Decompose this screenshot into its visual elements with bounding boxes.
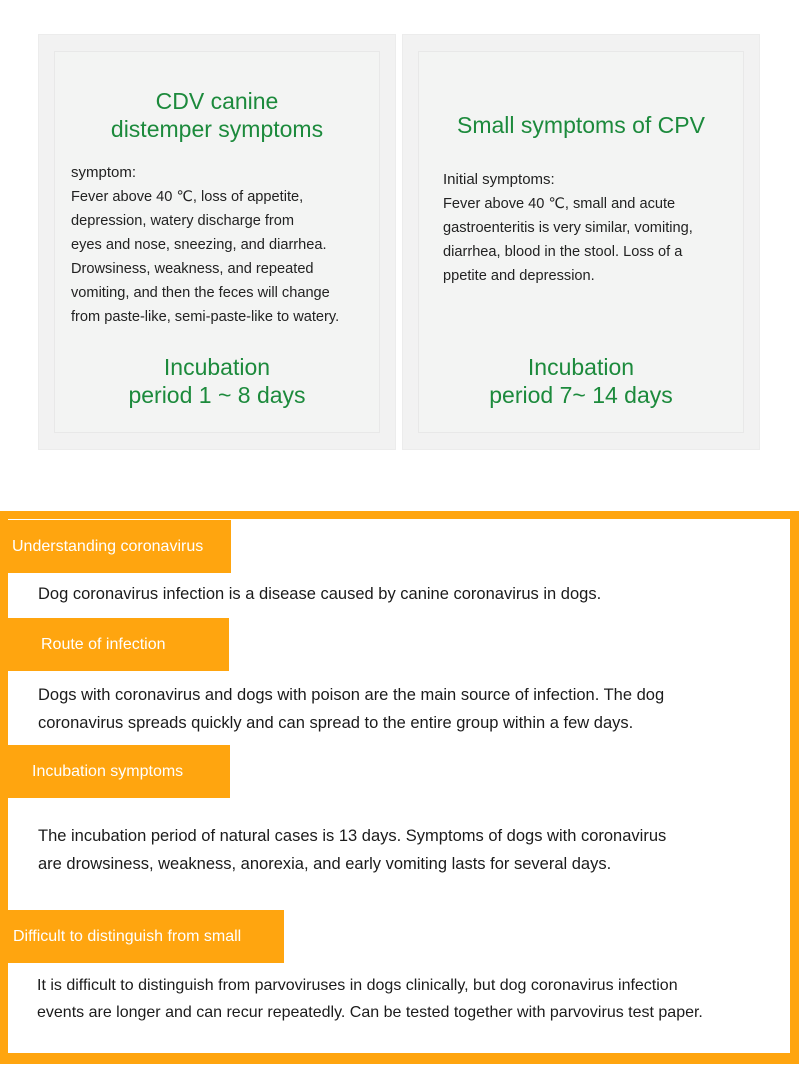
cdv-title — [55, 87, 379, 143]
cpv-incubation-line2: period 7~ 14 days — [489, 382, 673, 408]
cdv-title-line2: distemper symptoms — [110, 116, 324, 142]
cpv-card — [402, 34, 760, 450]
cpv-symptom-heading: Initial symptoms: — [443, 171, 555, 188]
section-text-route — [38, 681, 777, 737]
cdv-line: Fever above 40 ℃, loss of appetite, — [71, 189, 304, 205]
cpv-incubation — [419, 353, 743, 409]
section-tag-route: Route of infection — [0, 618, 229, 671]
section-line: are drowsiness, weakness, anorexia, and early vomiting lasts for several days. — [38, 855, 612, 873]
section-line: Dogs with coronavirus and dogs with poison are the main source of infection. The dog — [38, 686, 665, 704]
cdv-line: depression, watery discharge from — [71, 213, 295, 229]
section-line: coronavirus spreads quickly and can spread to the entire group within a few days. — [38, 714, 634, 732]
cdv-symptom-heading: symptom: — [71, 164, 137, 181]
section-text-incubation — [38, 822, 777, 878]
cpv-incubation-line1: Incubation — [527, 354, 635, 380]
cdv-symptom-text — [71, 185, 369, 329]
section-line: It is difficult to distinguish from parvoviruses in dogs clinically, but dog coronavirus infection — [37, 977, 678, 994]
cdv-line: vomiting, and then the feces will change — [71, 285, 330, 301]
cpv-line: diarrhea, blood in the stool. Loss of a — [443, 244, 683, 260]
section-text-distinguish — [37, 972, 777, 1026]
cdv-line: from paste-like, semi-paste-like to watery. — [71, 309, 340, 325]
cdv-incubation-line2: period 1 ~ 8 days — [128, 382, 306, 408]
cdv-line: Drowsiness, weakness, and repeated — [71, 261, 314, 277]
cdv-incubation — [55, 353, 379, 409]
section-tag-incubation: Incubation symptoms — [0, 745, 230, 798]
cpv-line: gastroenteritis is very similar, vomiting, — [443, 220, 693, 236]
cdv-card — [38, 34, 396, 450]
cpv-symptom-text — [443, 192, 733, 288]
cpv-line: Fever above 40 ℃, small and acute — [443, 196, 676, 212]
coronavirus-info-panel — [0, 511, 799, 1064]
cdv-title-line1: CDV canine — [155, 88, 279, 114]
cdv-line: eyes and nose, sneezing, and diarrhea. — [71, 237, 327, 253]
section-line: The incubation period of natural cases is 13 days. Symptoms of dogs with coronavirus — [38, 827, 667, 845]
section-line: events are longer and can recur repeatedly. Can be tested together with parvovirus test paper. — [37, 1004, 703, 1021]
cdv-card-inner — [54, 51, 380, 433]
section-text-understanding — [38, 580, 777, 608]
cdv-incubation-line1: Incubation — [163, 354, 271, 380]
section-tag-distinguish: Difficult to distinguish from small — [0, 910, 284, 963]
cpv-card-inner — [418, 51, 744, 433]
section-line: Dog coronavirus infection is a disease caused by canine coronavirus in dogs. — [38, 585, 602, 603]
section-tag-understanding: Understanding coronavirus — [0, 520, 231, 573]
cpv-title: Small symptoms of CPV — [457, 112, 705, 138]
cpv-line: ppetite and depression. — [443, 268, 595, 284]
